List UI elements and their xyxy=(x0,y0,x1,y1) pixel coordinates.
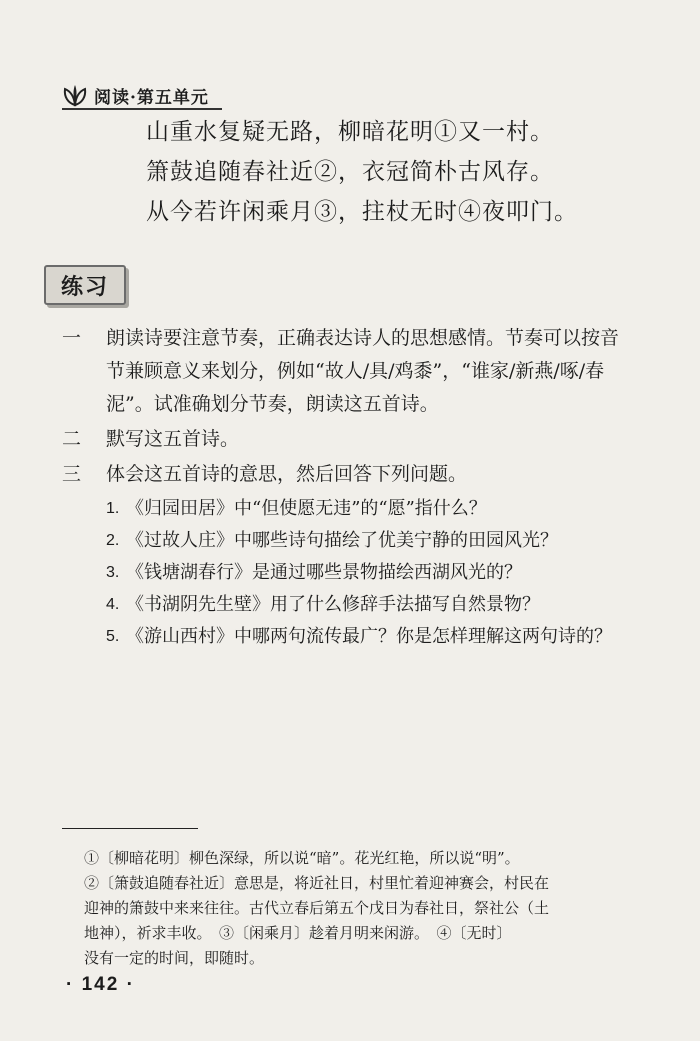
footnote-line: 没有一定的时间，即随时。 xyxy=(84,949,265,967)
footnotes xyxy=(84,846,624,971)
question-item xyxy=(106,621,632,653)
exercise-number: 一 xyxy=(62,327,82,349)
header-section-label: 阅读·第五单元 xyxy=(94,87,209,108)
question-item xyxy=(106,525,632,557)
exercise-text: 朗读诗要注意节奏，正确表达诗人的思想感情。节奏可以按音节兼顾意义来划分，例如“故人/具/鸡黍”，“谁家/新燕/啄/春泥”。试准确划分节奏，朗读这五首诗。 xyxy=(106,327,620,415)
page-header xyxy=(62,80,209,110)
footnote-line: ①〔柳暗花明〕柳色深绿，所以说“暗”。花光红艳，所以说“明”。 xyxy=(84,849,520,867)
page-number: · 142 · xyxy=(66,974,135,995)
book-leaf-logo-icon xyxy=(62,83,88,107)
question-number: 3. xyxy=(106,564,120,581)
poem-line: 山重水复疑无路，柳暗花明①又一村。 xyxy=(146,119,554,145)
question-text: 《游山西村》中哪两句流传最广？你是怎样理解这两句诗的？ xyxy=(126,626,612,647)
exercise-item xyxy=(62,322,632,421)
footnote-line: ②〔箫鼓追随春社近〕意思是，将近社日，村里忙着迎神赛会，村民在 xyxy=(84,874,550,892)
question-list xyxy=(106,493,632,653)
exercise-title-badge xyxy=(44,265,126,305)
question-text: 《归园田居》中“但使愿无违”的“愿”指什么？ xyxy=(126,498,487,519)
header-divider xyxy=(62,108,222,110)
question-text: 《书湖阴先生壁》用了什么修辞手法描写自然景物？ xyxy=(126,594,540,615)
question-number: 4. xyxy=(106,596,120,613)
exercise-item xyxy=(62,423,632,456)
exercise-number: 三 xyxy=(62,463,82,485)
question-text: 《过故人庄》中哪些诗句描绘了优美宁静的田园风光？ xyxy=(126,530,558,551)
question-number: 1. xyxy=(106,500,120,517)
question-item xyxy=(106,557,632,589)
exercise-text: 体会这五首诗的意思，然后回答下列问题。 xyxy=(106,463,468,485)
exercise-item xyxy=(62,458,632,653)
footnote-line: 迎神的箫鼓中来来往往。古代立春后第五个戊日为春社日，祭社公（土 xyxy=(84,899,550,917)
exercise-list xyxy=(62,322,632,655)
question-item xyxy=(106,493,632,525)
question-item xyxy=(106,589,632,621)
poem-line: 箫鼓追随春社近②，衣冠简朴古风存。 xyxy=(146,159,554,185)
exercise-title: 练习 xyxy=(60,273,109,300)
poem xyxy=(146,112,578,232)
question-number: 5. xyxy=(106,628,120,645)
question-text: 《钱塘湖春行》是通过哪些景物描绘西湖风光的？ xyxy=(126,562,522,583)
poem-line: 从今若许闲乘月③，拄杖无时④夜叩门。 xyxy=(146,199,578,225)
exercise-text: 默写这五首诗。 xyxy=(106,428,240,450)
exercise-number: 二 xyxy=(62,428,82,450)
footnote-divider xyxy=(62,828,198,829)
question-number: 2. xyxy=(106,532,120,549)
footnote-line: 地神），祈求丰收。 ③〔闲乘月〕趁着月明来闲游。 ④〔无时〕 xyxy=(84,924,512,942)
